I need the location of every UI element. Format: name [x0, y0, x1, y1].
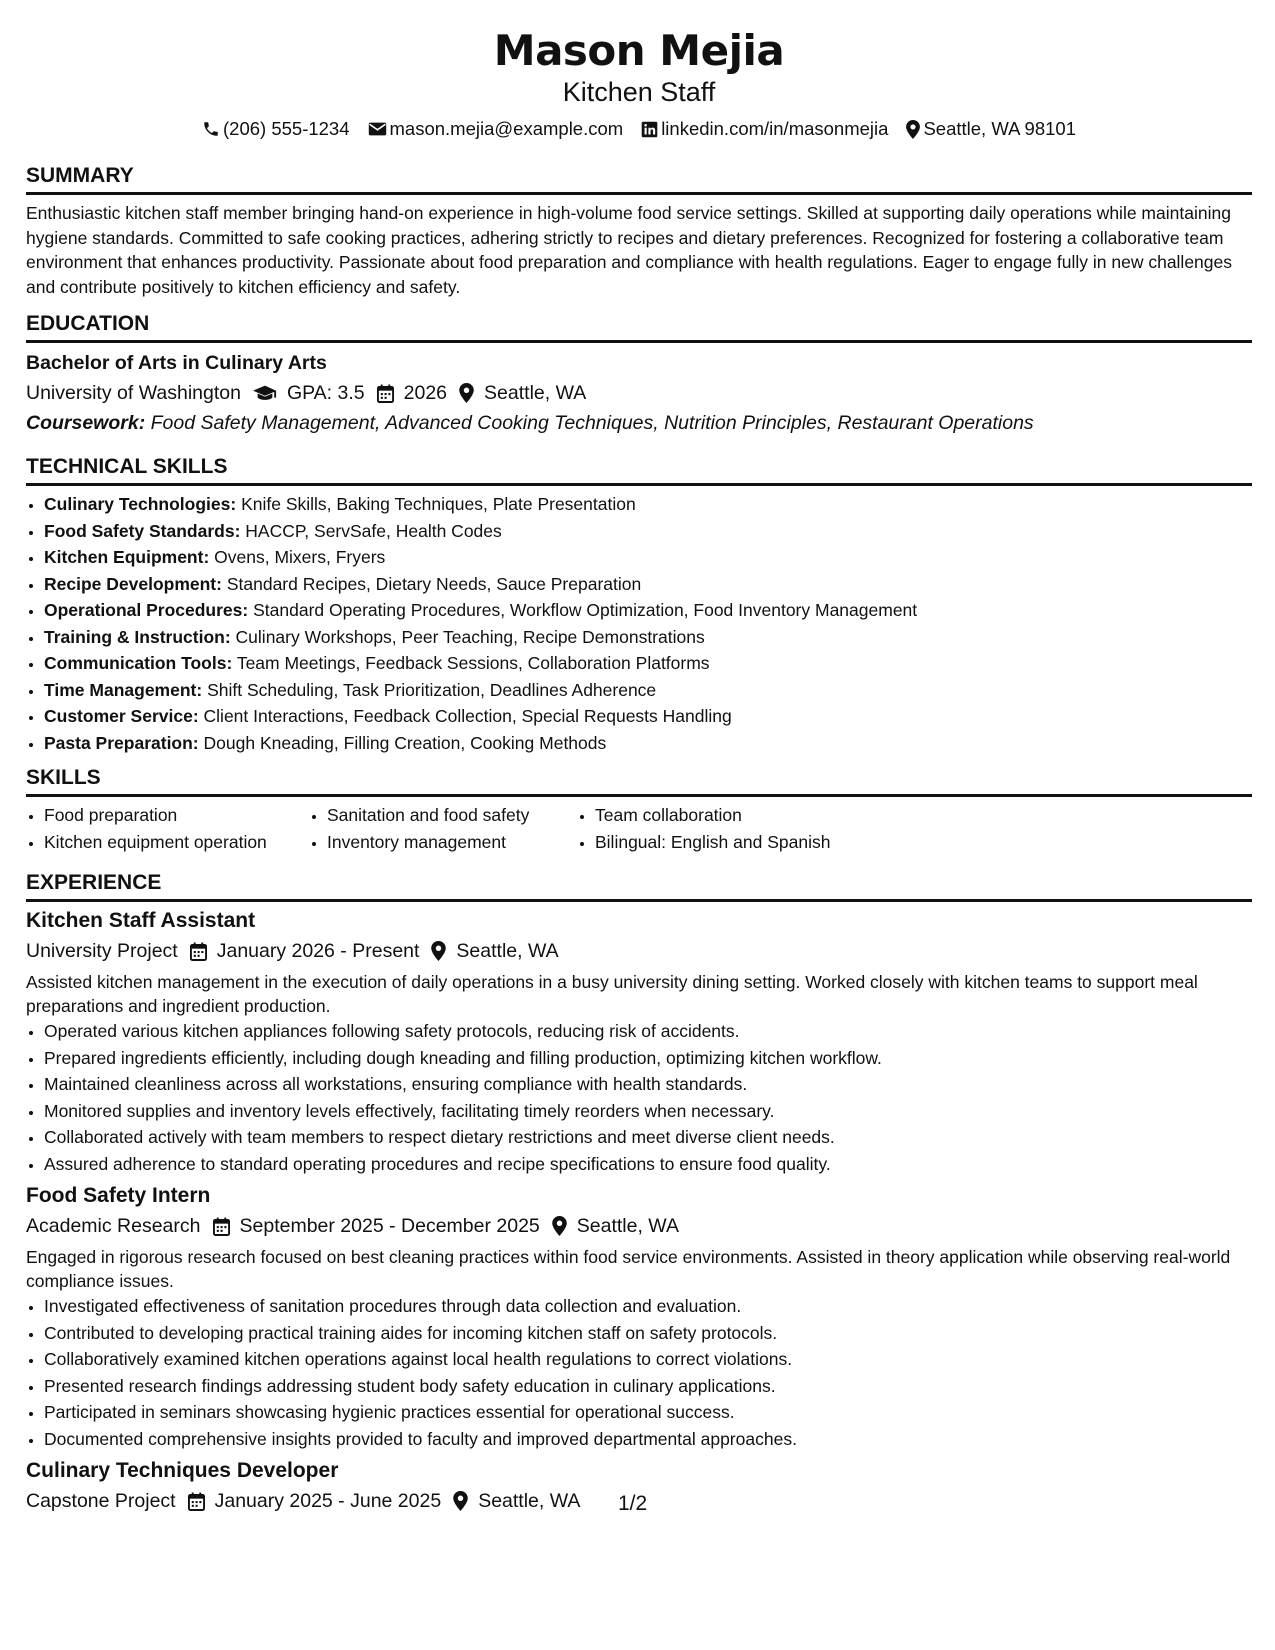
- location-text: Seattle, WA 98101: [923, 118, 1076, 139]
- list-item: • Sanitation and food safety: [327, 802, 555, 829]
- job-description: Assisted kitchen management in the execution of daily operations in a busy university dining setting. Worked closely with kitchen teams to support meal preparations and ingredient production.: [26, 972, 1198, 1016]
- education-heading: EDUCATION: [26, 311, 1252, 343]
- contact-email[interactable]: [368, 118, 624, 140]
- skills-column: [577, 802, 875, 855]
- education-location: Seattle, WA: [484, 382, 587, 404]
- contact-linkedin[interactable]: [641, 118, 888, 140]
- resume-header: [26, 0, 1252, 140]
- coursework-text: Food Safety Management, Advanced Cooking Techniques, Nutrition Principles, Restaurant Operations: [150, 412, 1034, 434]
- graduation-year: 2026: [403, 382, 448, 404]
- envelope-icon: [368, 121, 387, 137]
- list-item: • Presented research findings addressing student body safety education in culinary applications.: [44, 1373, 1252, 1400]
- job-title: Kitchen Staff Assistant: [26, 909, 256, 932]
- experience-section: [26, 870, 1252, 1514]
- job-location: Seattle, WA: [576, 1215, 679, 1237]
- resume-page: [26, 0, 1252, 1515]
- list-item: • Food preparation: [44, 802, 287, 829]
- education-section: [26, 311, 1252, 436]
- job-org: Academic Research: [26, 1215, 201, 1237]
- page-number: 1/2: [618, 1492, 648, 1515]
- skills-heading: SKILLS: [26, 765, 1252, 797]
- map-pin-icon: [431, 941, 446, 961]
- list-item: • Team collaboration: [595, 802, 875, 829]
- contact-phone[interactable]: [202, 118, 350, 140]
- job-entry: [26, 1183, 1252, 1452]
- list-item: • Contributed to developing practical training aides for incoming kitchen staff on safety protocols.: [44, 1320, 1252, 1347]
- calendar-icon: [377, 384, 394, 403]
- job-location: Seattle, WA: [456, 940, 559, 962]
- map-pin-icon: [906, 120, 920, 139]
- list-item: • Collaborated actively with team members to respect dietary restrictions and meet diverse client needs.: [44, 1124, 1252, 1151]
- list-item: • Assured adherence to standard operating procedures and recipe specifications to ensure food quality.: [44, 1151, 1252, 1178]
- technical-skills-heading: TECHNICAL SKILLS: [26, 454, 1252, 486]
- job-bullets: [26, 1018, 1252, 1177]
- degree-title: Bachelor of Arts in Culinary Arts: [26, 352, 327, 374]
- graduation-cap-icon: [253, 384, 277, 402]
- list-item: • Operated various kitchen appliances following safety protocols, reducing risk of accidents.: [44, 1018, 1252, 1045]
- summary-text: Enthusiastic kitchen staff member bringing hand-on experience in high-volume food service settings. Skilled at supporting daily operations while maintaining hygiene standards. Committed to safe cooking practices, adhering strictly to recipes and dietary preferences. Recognized for fostering a collaborative team environment that enhances productivity. Passionate about food preparation and compliance with health regulations. Eager to engage fully in new challenges and contribute positively to kitchen efficiency and safety.: [26, 203, 1233, 297]
- candidate-title: Kitchen Staff: [562, 77, 716, 107]
- contact-line: [26, 118, 1252, 140]
- list-item: • Training & Instruction: Culinary Workshops, Peer Teaching, Recipe Demonstrations: [44, 624, 1252, 651]
- calendar-icon: [190, 942, 207, 961]
- job-location: Seattle, WA: [478, 1490, 581, 1512]
- list-item: • Documented comprehensive insights provided to faculty and improved departmental approaches.: [44, 1426, 1252, 1453]
- skills-column: [309, 802, 555, 855]
- education-meta: [26, 380, 1252, 406]
- list-item: • Monitored supplies and inventory levels effectively, facilitating timely reorders when necessary.: [44, 1098, 1252, 1125]
- list-item: • Participated in seminars showcasing hygienic practices essential for operational success.: [44, 1399, 1252, 1426]
- list-item: • Recipe Development: Standard Recipes, Dietary Needs, Sauce Preparation: [44, 571, 1252, 598]
- summary-section: [26, 163, 1252, 299]
- calendar-icon: [213, 1217, 230, 1236]
- contact-location: [906, 118, 1076, 140]
- list-item: • Collaboratively examined kitchen operations against local health regulations to correct violations.: [44, 1346, 1252, 1373]
- phone-text: (206) 555-1234: [223, 118, 350, 139]
- summary-heading: SUMMARY: [26, 163, 1252, 195]
- list-item: • Food Safety Standards: HACCP, ServSafe, Health Codes: [44, 518, 1252, 545]
- list-item: • Inventory management: [327, 829, 555, 856]
- email-text: mason.mejia@example.com: [389, 118, 624, 139]
- list-item: • Time Management: Shift Scheduling, Task Prioritization, Deadlines Adherence: [44, 677, 1252, 704]
- coursework-line: [26, 410, 1252, 436]
- skills-column: [26, 802, 287, 855]
- school-name: University of Washington: [26, 382, 241, 404]
- calendar-icon: [188, 1492, 205, 1511]
- job-org: University Project: [26, 940, 178, 962]
- skills-columns: [26, 802, 1252, 855]
- map-pin-icon: [459, 383, 474, 403]
- technical-skills-list: [26, 491, 1252, 756]
- job-org: Capstone Project: [26, 1490, 176, 1512]
- list-item: • Investigated effectiveness of sanitation procedures through data collection and evaluation.: [44, 1293, 1252, 1320]
- list-item: • Kitchen equipment operation: [44, 829, 287, 856]
- gpa-text: GPA: 3.5: [286, 382, 365, 404]
- job-title: Culinary Techniques Developer: [26, 1459, 339, 1482]
- job-dates: January 2026 - Present: [216, 940, 420, 962]
- list-item: • Maintained cleanliness across all workstations, ensuring compliance with health standards.: [44, 1071, 1252, 1098]
- list-item: • Bilingual: English and Spanish: [595, 829, 875, 856]
- map-pin-icon: [552, 1216, 567, 1236]
- list-item: • Customer Service: Client Interactions, Feedback Collection, Special Requests Handling: [44, 703, 1252, 730]
- job-dates: January 2025 - June 2025: [214, 1490, 442, 1512]
- job-dates: September 2025 - December 2025: [239, 1215, 540, 1237]
- phone-icon: [202, 120, 220, 138]
- job-meta: [26, 1213, 1252, 1239]
- linkedin-icon: [641, 121, 658, 138]
- job-meta: [26, 938, 1252, 964]
- list-item: • Prepared ingredients efficiently, including dough kneading and filling production, optimizing kitchen workflow.: [44, 1045, 1252, 1072]
- technical-skills-section: [26, 454, 1252, 756]
- skills-section: [26, 765, 1252, 855]
- candidate-name: Mason Mejia: [493, 26, 785, 75]
- job-entry: [26, 908, 1252, 1177]
- list-item: • Operational Procedures: Standard Operating Procedures, Workflow Optimization, Food Inventory Management: [44, 597, 1252, 624]
- list-item: • Culinary Technologies: Knife Skills, Baking Techniques, Plate Presentation: [44, 491, 1252, 518]
- experience-heading: EXPERIENCE: [26, 870, 1252, 902]
- linkedin-text: linkedin.com/in/masonmejia: [661, 118, 889, 139]
- list-item: • Kitchen Equipment: Ovens, Mixers, Fryers: [44, 544, 1252, 571]
- map-pin-icon: [453, 1491, 468, 1511]
- job-title: Food Safety Intern: [26, 1184, 211, 1207]
- job-description: Engaged in rigorous research focused on best cleaning practices within food service environments. Assisted in theory application while observing real-world compliance issues.: [26, 1247, 1231, 1291]
- coursework-label: Coursework:: [26, 412, 146, 434]
- job-bullets: [26, 1293, 1252, 1452]
- list-item: • Communication Tools: Team Meetings, Feedback Sessions, Collaboration Platforms: [44, 650, 1252, 677]
- list-item: • Pasta Preparation: Dough Kneading, Filling Creation, Cooking Methods: [44, 730, 1252, 757]
